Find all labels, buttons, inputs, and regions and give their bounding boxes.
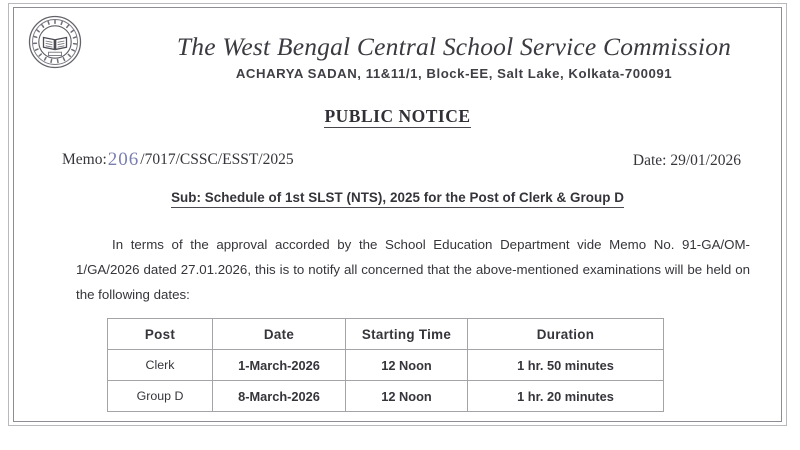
body-paragraph: In terms of the approval accorded by the School Education Department vide Memo No. 91-GA/OM-1/GA/2026 dated 27.01.2026, this is to notify all concerned that the above-mentioned examinations will be held on the following dates: (76, 237, 750, 302)
schedule-table (107, 318, 664, 412)
cell-starting-time: 12 Noon (346, 350, 468, 381)
cell-date: 1-March-2026 (213, 350, 346, 381)
subject-line (14, 190, 781, 205)
organisation-title: The West Bengal Central School Service Commission (176, 32, 732, 61)
organisation-address: ACHARYA SADAN, 11&11/1, Block-EE, Salt Lake, Kolkata-700091 (235, 66, 673, 81)
date-label: Date: (632, 152, 667, 169)
subject-text: Sub: Schedule of 1st SLST (NTS), 2025 for the Post of Clerk & Group D (171, 190, 624, 208)
date-value: 29/01/2026 (670, 152, 741, 169)
column-header-date: Date (213, 319, 346, 350)
notice-heading (14, 106, 781, 127)
commission-seal-icon (27, 14, 83, 70)
table-row (108, 381, 664, 412)
memo-reference: /7017/CSSC/ESST/2025 (140, 151, 294, 168)
memo-label: Memo: (62, 151, 107, 168)
schedule-table-container (107, 318, 663, 412)
table-header-row (108, 319, 664, 350)
cell-duration: 1 hr. 50 minutes (468, 350, 664, 381)
memo-handwritten-number: 206 (107, 149, 140, 170)
column-header-post: Post (108, 319, 213, 350)
column-header-starting-time: Starting Time (346, 319, 468, 350)
notice-sheet (14, 8, 781, 421)
cell-post: Group D (108, 381, 213, 412)
notice-heading-text: PUBLIC NOTICE (324, 106, 471, 126)
table-row (108, 350, 664, 381)
cell-post: Clerk (108, 350, 213, 381)
column-header-duration: Duration (468, 319, 664, 350)
memo-line (62, 149, 294, 171)
cell-date: 8-March-2026 (213, 381, 346, 412)
cell-duration: 1 hr. 20 minutes (468, 381, 664, 412)
notice-date (633, 152, 741, 170)
cell-starting-time: 12 Noon (346, 381, 468, 412)
